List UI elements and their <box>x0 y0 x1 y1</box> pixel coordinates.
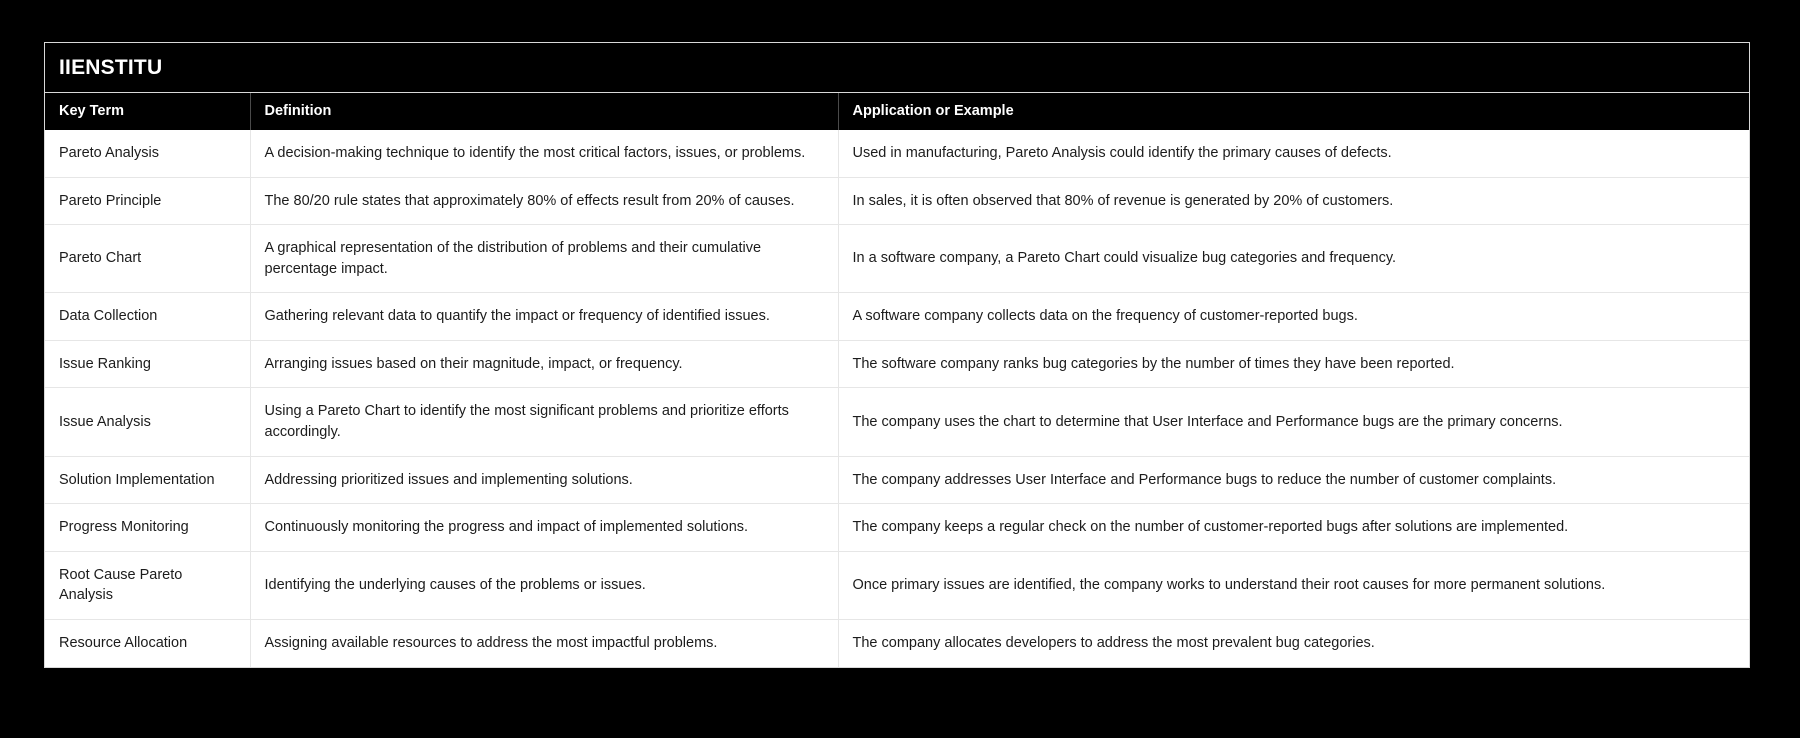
cell-application: A software company collects data on the frequency of customer-reported bugs. <box>838 293 1750 341</box>
table-row <box>45 177 1750 225</box>
glossary-table <box>45 93 1750 667</box>
cell-application: The company keeps a regular check on the number of customer-reported bugs after solutions are implemented. <box>838 504 1750 552</box>
cell-key-term: Pareto Principle <box>45 177 250 225</box>
cell-key-term: Issue Ranking <box>45 340 250 388</box>
cell-key-term: Resource Allocation <box>45 619 250 666</box>
table-body <box>45 130 1750 667</box>
cell-key-term: Issue Analysis <box>45 388 250 456</box>
table-row <box>45 293 1750 341</box>
cell-application: In a software company, a Pareto Chart could visualize bug categories and frequency. <box>838 225 1750 293</box>
cell-definition: Identifying the underlying causes of the problems or issues. <box>250 551 838 619</box>
table-row <box>45 130 1750 177</box>
brand-title: IIENSTITU <box>59 55 163 79</box>
cell-definition: Assigning available resources to address the most impactful problems. <box>250 619 838 666</box>
cell-definition: Arranging issues based on their magnitude, impact, or frequency. <box>250 340 838 388</box>
column-header-key-term: Key Term <box>45 93 250 130</box>
cell-application: The company addresses User Interface and Performance bugs to reduce the number of customer complaints. <box>838 456 1750 504</box>
table-row <box>45 551 1750 619</box>
cell-key-term: Data Collection <box>45 293 250 341</box>
cell-definition: A graphical representation of the distribution of problems and their cumulative percentage impact. <box>250 225 838 293</box>
cell-key-term: Root Cause Pareto Analysis <box>45 551 250 619</box>
table-row <box>45 504 1750 552</box>
cell-application: Used in manufacturing, Pareto Analysis could identify the primary causes of defects. <box>838 130 1750 177</box>
table-row <box>45 225 1750 293</box>
cell-application: The software company ranks bug categories by the number of times they have been reported. <box>838 340 1750 388</box>
cell-definition: The 80/20 rule states that approximately 80% of effects result from 20% of causes. <box>250 177 838 225</box>
table-header-row <box>45 93 1750 130</box>
cell-application: The company uses the chart to determine that User Interface and Performance bugs are the primary concerns. <box>838 388 1750 456</box>
table-row <box>45 619 1750 666</box>
cell-key-term: Pareto Analysis <box>45 130 250 177</box>
cell-key-term: Pareto Chart <box>45 225 250 293</box>
cell-definition: Gathering relevant data to quantify the impact or frequency of identified issues. <box>250 293 838 341</box>
cell-application: In sales, it is often observed that 80% of revenue is generated by 20% of customers. <box>838 177 1750 225</box>
brand-header <box>45 43 1749 93</box>
cell-application: Once primary issues are identified, the company works to understand their root causes for more permanent solutions. <box>838 551 1750 619</box>
cell-key-term: Solution Implementation <box>45 456 250 504</box>
cell-definition: Addressing prioritized issues and implementing solutions. <box>250 456 838 504</box>
cell-definition: A decision-making technique to identify the most critical factors, issues, or problems. <box>250 130 838 177</box>
cell-definition: Continuously monitoring the progress and impact of implemented solutions. <box>250 504 838 552</box>
table-head <box>45 93 1750 130</box>
cell-definition: Using a Pareto Chart to identify the most significant problems and prioritize efforts accordingly. <box>250 388 838 456</box>
table-row <box>45 340 1750 388</box>
column-header-definition: Definition <box>250 93 838 130</box>
cell-application: The company allocates developers to address the most prevalent bug categories. <box>838 619 1750 666</box>
table-row <box>45 456 1750 504</box>
glossary-table-card <box>44 42 1750 668</box>
table-row <box>45 388 1750 456</box>
cell-key-term: Progress Monitoring <box>45 504 250 552</box>
column-header-application: Application or Example <box>838 93 1750 130</box>
